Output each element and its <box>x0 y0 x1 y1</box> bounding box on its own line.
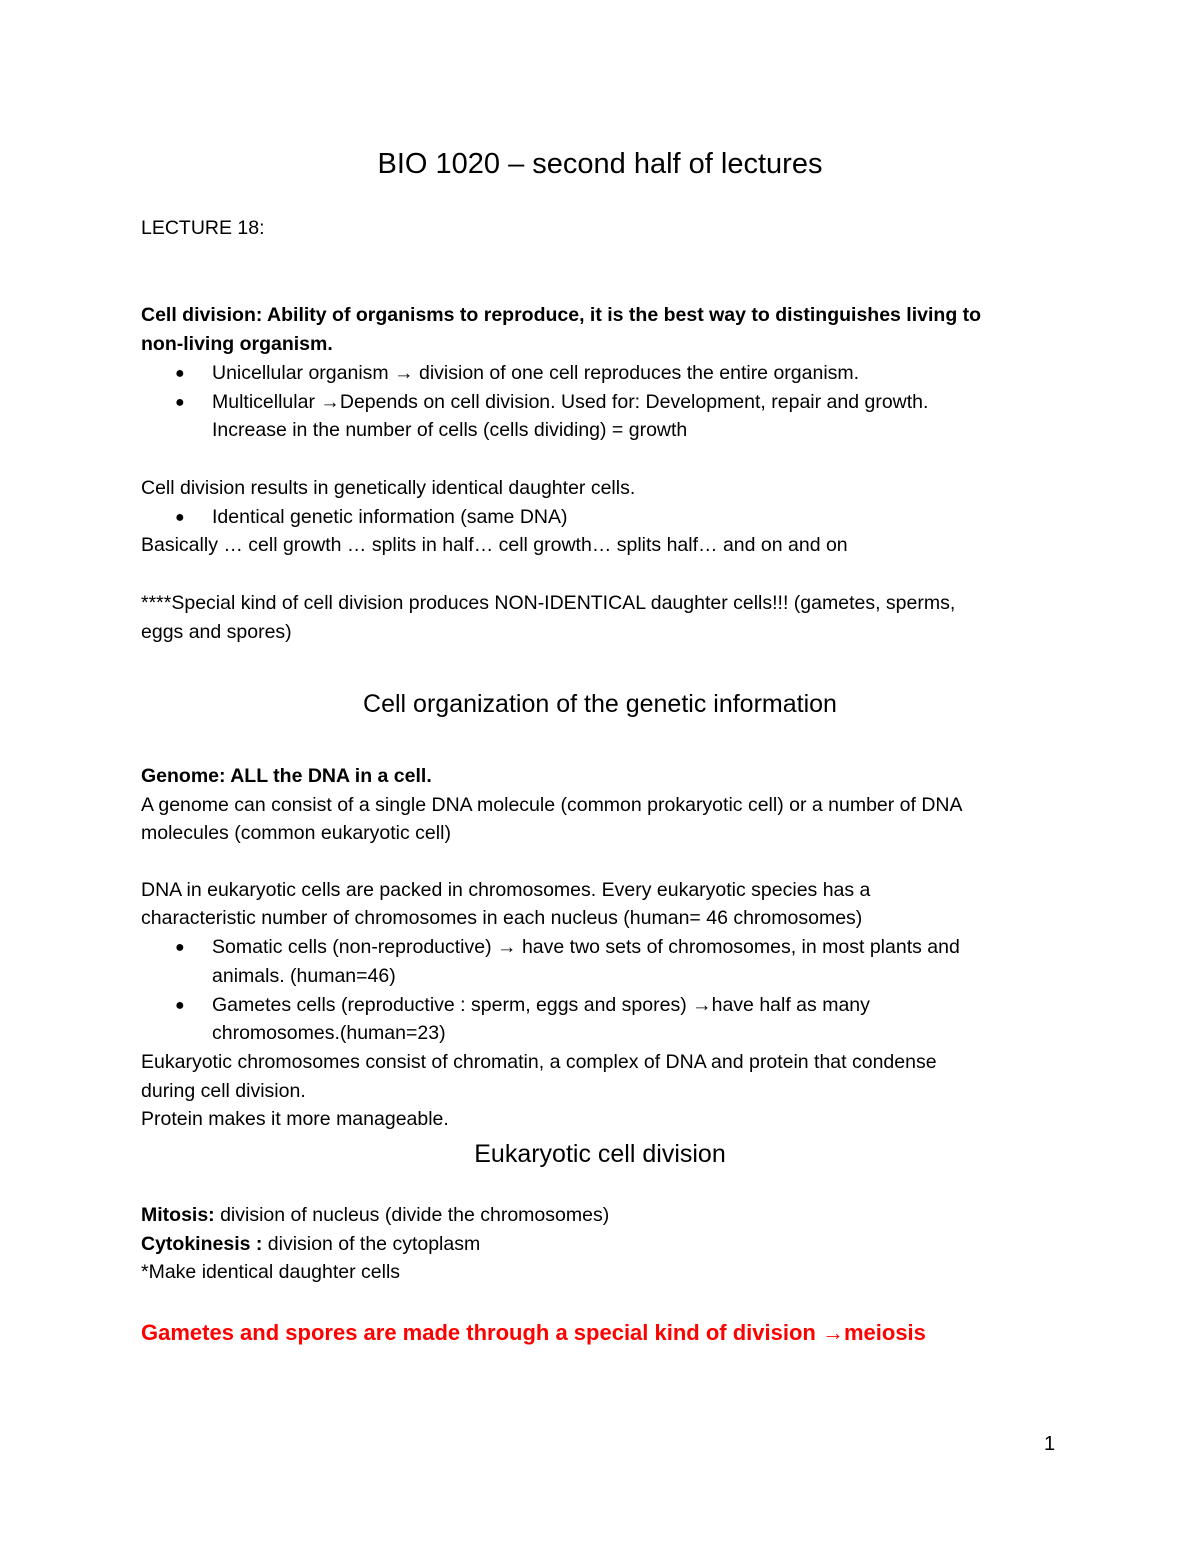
bullet-icon: ● <box>175 939 185 956</box>
identical-line: Cell division results in genetically identical daughter cells. <box>141 477 636 499</box>
special-division-line1: ****Special kind of cell division produces NON-IDENTICAL daughter cells!!! (gametes, sperms, <box>141 592 956 614</box>
cell-division-intro-line2: non-living organism. <box>141 333 333 355</box>
genome-line1: A genome can consist of a single DNA molecule (common prokaryotic cell) or a number of DNA <box>141 794 963 816</box>
cytokinesis-line <box>141 1230 1061 1259</box>
bullet-icon: ● <box>175 365 185 382</box>
section-heading-eukaryotic: Eukaryotic cell division <box>474 1140 726 1168</box>
list-item-continuation: chromosomes.(human=23) <box>212 1022 446 1044</box>
genome-definition: Genome: ALL the DNA in a cell. <box>141 765 432 787</box>
cytokinesis-term: Cytokinesis : <box>141 1233 263 1255</box>
protein-line: Protein makes it more manageable. <box>141 1108 449 1130</box>
basically-line: Basically … cell growth … splits in half… cell growth… splits half… and on and on <box>141 534 848 556</box>
cytokinesis-definition: division of the cytoplasm <box>262 1233 481 1255</box>
cell-division-intro-line1: Cell division: Ability of organisms to reproduce, it is the best way to distinguishes living to <box>141 304 982 326</box>
genome-line2: molecules (common eukaryotic cell) <box>141 822 451 844</box>
list-item-text: Unicellular organism → division of one cell reproduces the entire organism. <box>212 362 860 384</box>
identical-note: *Make identical daughter cells <box>141 1261 401 1283</box>
section-heading-genetic: Cell organization of the genetic information <box>363 690 837 718</box>
list-item-text: Somatic cells (non-reproductive) → have two sets of chromosomes, in most plants and <box>212 936 960 958</box>
mitosis-line <box>141 1201 1061 1230</box>
list-item-continuation: animals. (human=46) <box>212 965 396 987</box>
list-item-text: Multicellular →Depends on cell division. Used for: Development, repair and growth. <box>212 391 929 413</box>
list-item-continuation: Increase in the number of cells (cells dividing) = growth <box>212 419 688 441</box>
bullet-icon: ● <box>175 997 185 1014</box>
chromatin-line1: Eukaryotic chromosomes consist of chromatin, a complex of DNA and protein that condense <box>141 1051 937 1073</box>
page-number: 1 <box>1044 1433 1056 1455</box>
dna-line1: DNA in eukaryotic cells are packed in chromosomes. Every eukaryotic species has a <box>141 879 871 901</box>
mitosis-term: Mitosis: <box>141 1204 215 1226</box>
special-division-line2: eggs and spores) <box>141 621 292 643</box>
meiosis-highlight: Gametes and spores are made through a special kind of division →meiosis <box>141 1320 926 1345</box>
chromatin-line2: during cell division. <box>141 1080 306 1102</box>
list-item-text: Gametes cells (reproductive : sperm, eggs and spores) →have half as many <box>212 994 870 1016</box>
list-item-text: Identical genetic information (same DNA) <box>212 506 568 528</box>
document-title: BIO 1020 – second half of lectures <box>377 148 823 180</box>
dna-line2: characteristic number of chromosomes in each nucleus (human= 46 chromosomes) <box>141 907 863 929</box>
bullet-icon: ● <box>175 509 185 526</box>
mitosis-definition: division of nucleus (divide the chromosomes) <box>214 1204 610 1226</box>
bullet-icon: ● <box>175 394 185 411</box>
lecture-label: LECTURE 18: <box>141 217 265 239</box>
